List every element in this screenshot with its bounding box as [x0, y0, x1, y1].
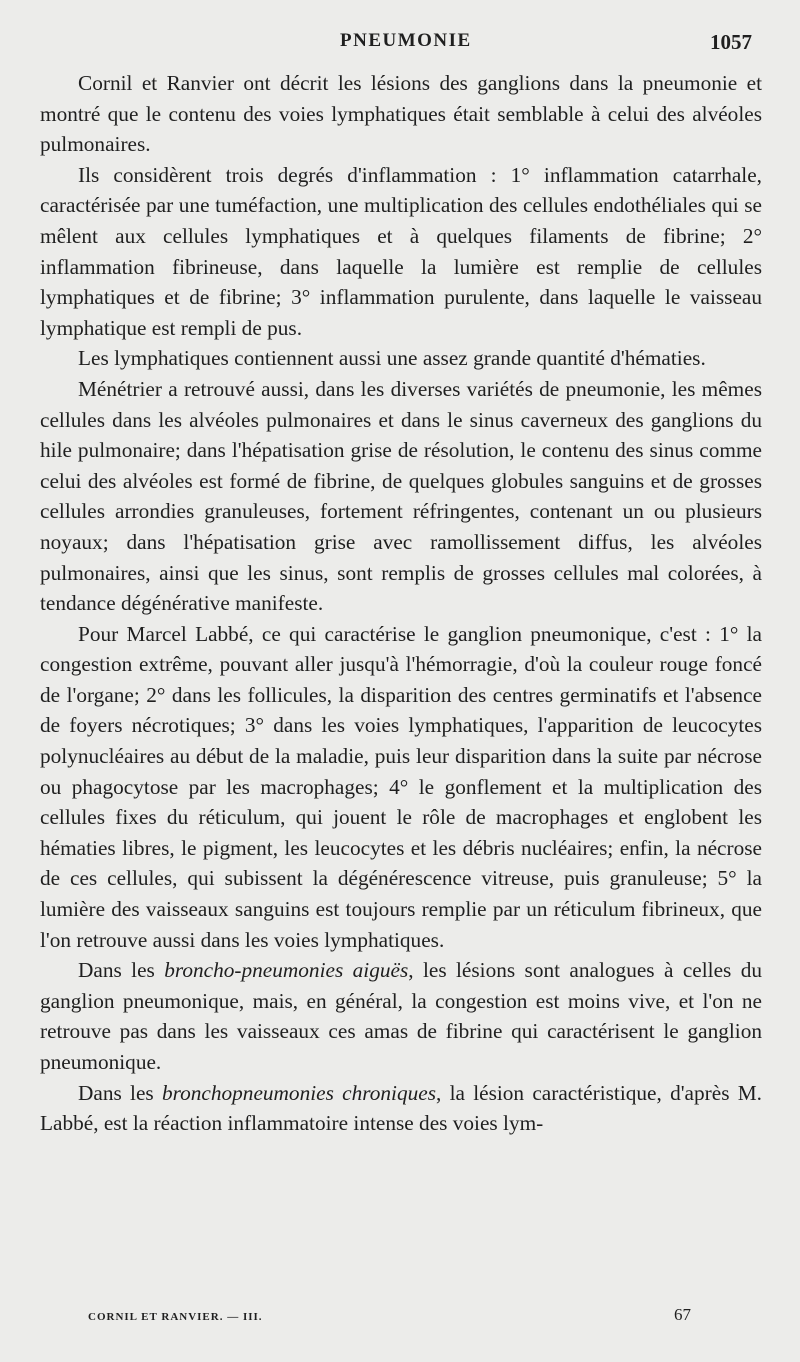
signature-mark: CORNIL ET RANVIER. — III.	[88, 1311, 263, 1323]
paragraph-7-lead: Dans les	[78, 1080, 162, 1105]
paragraph-6	[40, 955, 762, 1077]
paragraph-7-italic-term: bronchopneumonies chroniques	[161, 1080, 436, 1105]
running-head	[0, 30, 800, 60]
sheet-number: 67	[674, 1305, 691, 1324]
paragraph-5: Pour Marcel Labbé, ce qui caractérise le ganglion pneumonique, c'est : 1° la congestion extrême, pouvant aller jusqu'à l'hémorragie, d'où la couleur rouge foncé de l'organe; 2° dans les follicules, la disparition des centres germinatifs et l'absence de foyers nécrotiques; 3° dans les voies lymphatiques, l'apparition de leucocytes polynucléaires au début de la maladie, puis leur disparition dans la suite par nécrose ou phagocytose par les macrophages; 4° le gonflement et la multiplication des cellules fixes du réticulum, qui jouent le rôle de macrophages et englobent les hématies libres, le pigment, les leucocytes et les débris nucléaires; enfin, la nécrose de ces cellules, qui subissent la dégénérescence vitreuse, puis granuleuse; 5° la lumière des vaisseaux sanguins est toujours remplie par un réticulum fibrineux, que l'on retrouve aussi dans les voies lymphatiques.	[40, 621, 762, 952]
paragraph-3: Les lymphatiques contiennent aussi une assez grande quantité d'hématies.	[78, 346, 706, 371]
paragraph-6-italic-term: broncho-pneumonies aiguës	[164, 958, 409, 983]
paragraph-1: Cornil et Ranvier ont décrit les lésions des ganglions dans la pneumonie et montré que le contenu des voies lymphatiques était semblable à celui des alvéoles pulmonaires.	[40, 71, 762, 157]
paragraph-6-lead: Dans les	[78, 958, 165, 983]
paragraph-2: Ils considèrent trois degrés d'inflammation : 1° inflammation catarrhale, caractérisée par une tuméfaction, une multiplication des cellules endothéliales qui se mêlent aux cellules lymphatiques et à quelques filaments de fibrine; 2° inflammation fibrineuse, dans laquelle la lumière est remplie de cellules lymphatiques et de fibrine; 3° inflammation purulente, dans laquelle le vaisseau lymphatique est rempli de pus.	[40, 162, 762, 340]
paragraph-4: Ménétrier a retrouvé aussi, dans les diverses variétés de pneumonie, les mêmes cellules dans les alvéoles pulmonaires et dans le sinus caverneux des ganglions du hile pulmonaire; dans l'hépatisation grise de résolution, le contenu des sinus comme celui des alvéoles est formé de fibrine, de quelques globules sanguins et de grosses cellules arrondies granuleuses, fortement réfringentes, contenant un ou plusieurs noyaux; dans l'hépatisation grise avec ramollissement diffus, les alvéoles pulmonaires, ainsi que les sinus, sont remplis de grosses cellules mal colorées, à tendance dégénérative manifeste.	[40, 376, 762, 616]
paragraph-7-rest: , la lésion caractéristique, d'après M. Labbé, est la réaction inflammatoire intense des voies lym-	[40, 1080, 763, 1136]
body-text	[40, 68, 762, 1139]
running-head-title: PNEUMONIE	[340, 30, 472, 51]
page-number: 1057	[710, 30, 752, 54]
paragraph-7	[40, 1078, 762, 1139]
paragraph-6-rest: , les lésions sont analogues à celles du ganglion pneumonique, mais, en général, la congestion est moins vive, et l'on ne retrouve pas dans les vaisseaux ces amas de fibrine qui caractérisent le ganglion pneumonique.	[40, 958, 762, 1074]
